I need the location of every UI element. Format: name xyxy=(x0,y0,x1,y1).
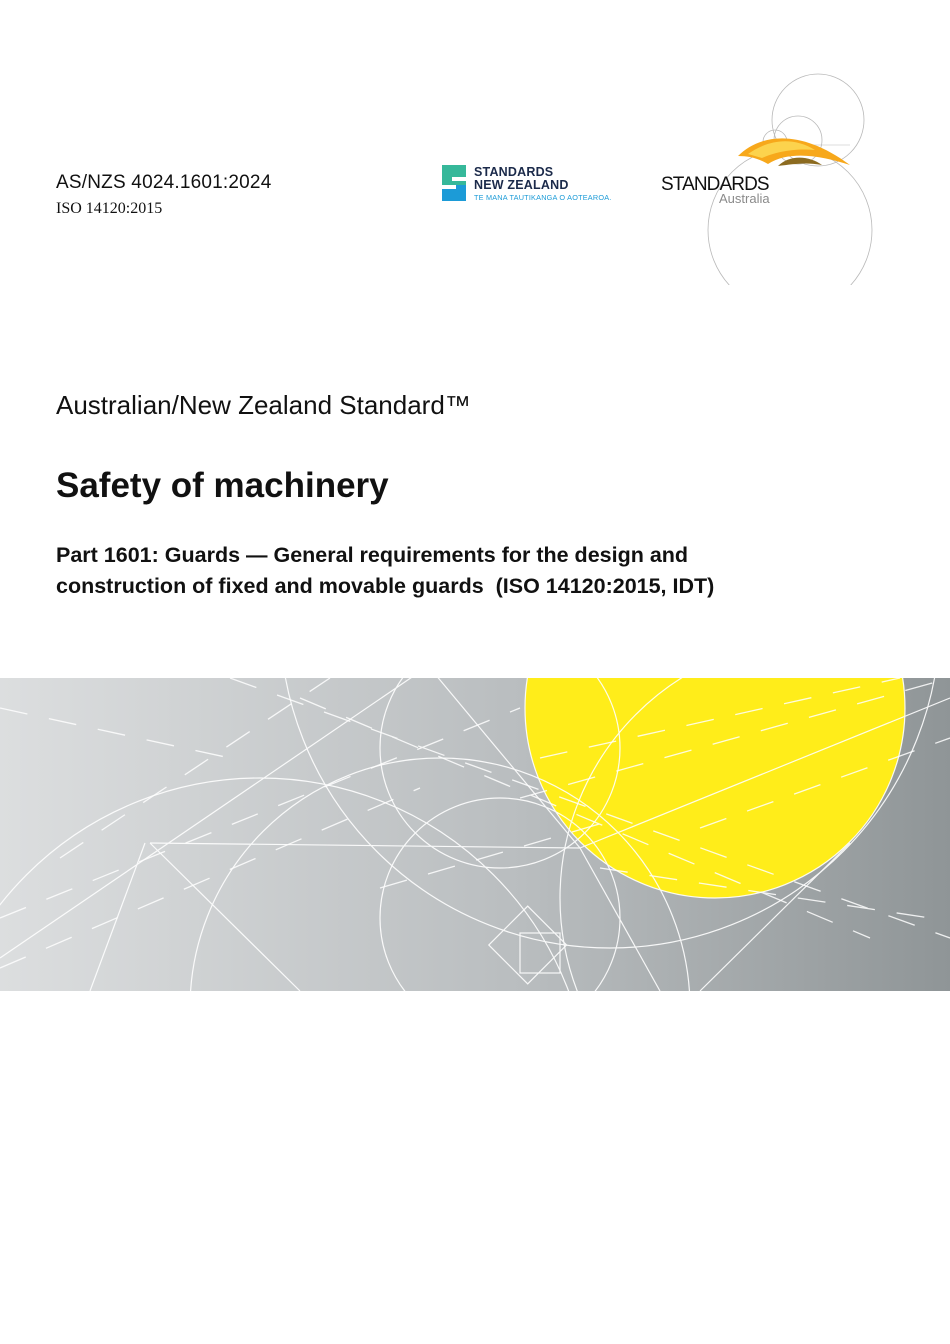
snz-logo-line2: NEW ZEALAND xyxy=(474,178,569,192)
designation-code: AS/NZS 4024.1601:2024 xyxy=(56,172,272,193)
standards-new-zealand-logo xyxy=(442,165,612,205)
standards-australia-logo xyxy=(650,70,880,285)
iso-reference: ISO 14120:2015 xyxy=(56,200,163,217)
document-title: Safety of machinery xyxy=(56,466,389,505)
sa-logo-sub: Australia xyxy=(719,191,770,206)
subtitle-line-2: construction of fixed and movable guards (ISO 14120:2015, IDT) xyxy=(56,574,715,598)
decorative-geometric-band xyxy=(0,678,950,991)
snz-logo-line1: STANDARDS xyxy=(474,165,554,179)
snz-mark-icon xyxy=(442,165,466,201)
sa-logo-word: STANDARDS xyxy=(661,174,769,195)
subtitle-line-1: Part 1601: Guards — General requirements for the design and xyxy=(56,543,689,567)
document-subtitle xyxy=(56,540,876,602)
snz-logo-tagline: TE MANA TAUTIKANGA O AOTEAROA. xyxy=(474,193,612,202)
standard-type: Australian/New Zealand Standard™ xyxy=(56,390,471,420)
